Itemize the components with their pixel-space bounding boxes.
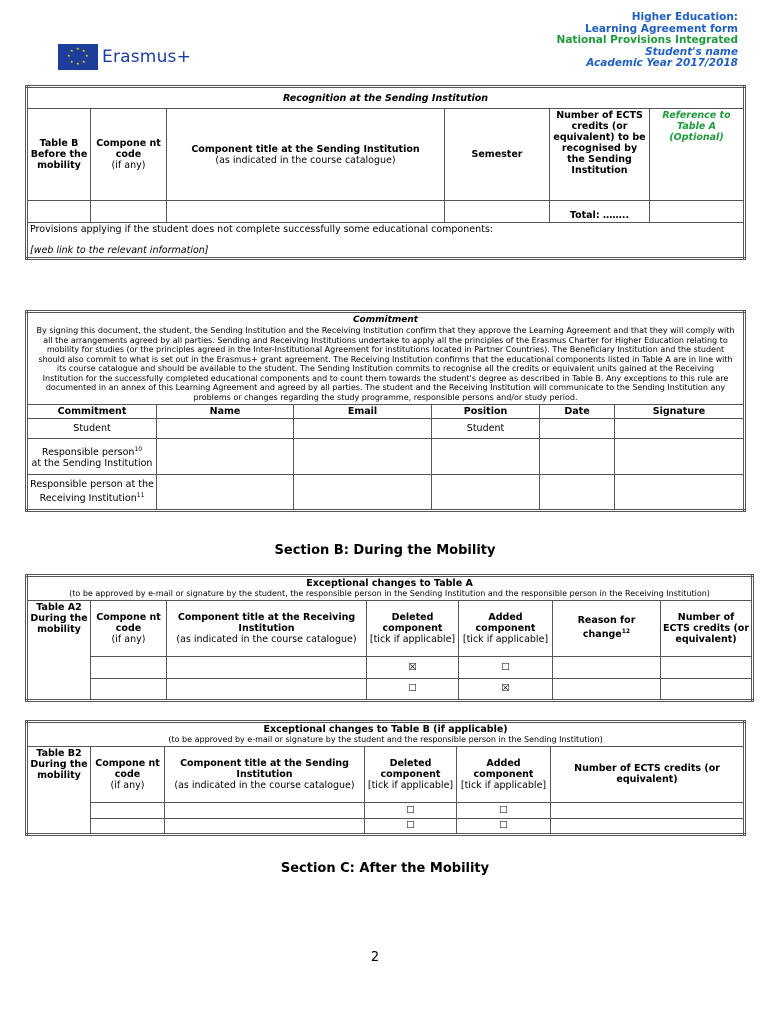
section-b-heading: Section B: During the Mobility (274, 543, 496, 558)
col-deleted: Deleted component [tick if applicable] (367, 600, 459, 656)
commitment-title: Commitment (352, 315, 419, 325)
header-signature: Signature (615, 405, 745, 419)
input-cell[interactable] (661, 678, 753, 700)
table-b2-title: Exceptional changes to Table B (if applicable) (263, 724, 508, 735)
eu-flag-icon: ★ ★ ★ ★ ★ ★ ★ ★ (58, 44, 98, 70)
input-cell[interactable] (432, 439, 540, 475)
table-a2-subtitle: (to be approved by e-mail or signature by the student, the responsible person in the Sending Institution and the responsible person in the Receiving Institution) (69, 589, 710, 598)
input-cell[interactable] (157, 439, 294, 475)
col-ects: Number of ECTS credits (or equivalent) (551, 746, 745, 802)
col-added: Added component [tick if applicable] (459, 600, 553, 656)
checkbox-deleted[interactable]: ☐ (365, 818, 457, 834)
input-cell[interactable] (615, 419, 745, 439)
table-b-cell[interactable] (91, 201, 167, 223)
table-b-label: Table B Before the mobility (27, 109, 91, 201)
header-date: Date (540, 405, 615, 419)
table-b-cell[interactable] (445, 201, 550, 223)
input-cell[interactable] (294, 439, 432, 475)
page-number: 2 (370, 950, 380, 965)
col-added: Added component [tick if applicable] (457, 746, 551, 802)
checkbox-deleted[interactable]: ☐ (367, 678, 459, 700)
table-a2-changes (25, 574, 754, 702)
checkbox-deleted[interactable]: ☐ (365, 802, 457, 818)
commitment-table (25, 310, 746, 512)
input-cell[interactable] (661, 656, 753, 678)
header-line-5: Academic Year 2017/2018 (586, 57, 738, 69)
table-b2-label: Table B2 During the mobility (27, 746, 91, 834)
col-reference: Reference to Table A (Optional) (650, 109, 745, 201)
col-component-code: Compone nt code (if any) (91, 600, 167, 656)
table-b-title: Recognition at the Sending Institution (27, 87, 745, 109)
input-cell[interactable] (157, 419, 294, 439)
col-component-title: Component title at the Receiving Institution (as indicated in the course catalogue) (167, 600, 367, 656)
input-cell[interactable] (91, 802, 165, 818)
input-cell[interactable] (91, 656, 167, 678)
provisions-text: Provisions applying if the student does not complete successfully some educational components: (30, 224, 493, 235)
table-b2-header (27, 722, 745, 747)
input-cell[interactable] (551, 802, 745, 818)
input-cell[interactable] (540, 475, 615, 511)
row-receiving-label: Responsible person at the Receiving Institution$^{11}$ (27, 475, 157, 511)
input-cell[interactable] (167, 678, 367, 700)
checkbox-added[interactable]: ☐ (459, 656, 553, 678)
provisions-cell (27, 223, 745, 259)
total-ects: Total: …….. (550, 201, 650, 223)
table-b-recognition (25, 85, 746, 260)
col-component-code: Compone nt code (if any) (91, 746, 165, 802)
header-commitment: Commitment (27, 405, 157, 419)
checkbox-added[interactable]: ☐ (457, 818, 551, 834)
header-line-4: Student's name (645, 45, 738, 58)
input-cell[interactable] (91, 818, 165, 834)
header-line-3: National Provisions Integrated (556, 34, 738, 46)
header-email: Email (294, 405, 432, 419)
input-cell[interactable] (615, 475, 745, 511)
web-link[interactable]: [web link to the relevant information] (30, 245, 209, 256)
col-component-title: Component title at the Sending Institution (as indicated in the course catalogue) (167, 109, 445, 201)
input-cell[interactable] (165, 818, 365, 834)
input-cell[interactable] (551, 818, 745, 834)
input-cell[interactable] (553, 656, 661, 678)
checkbox-added[interactable]: ☒ (459, 678, 553, 700)
table-a2-title: Exceptional changes to Table A (306, 578, 473, 589)
col-ects: Number of ECTS credits (or equivalent) (661, 600, 753, 656)
input-cell[interactable] (540, 419, 615, 439)
header-position: Position (432, 405, 540, 419)
input-cell[interactable] (91, 678, 167, 700)
row-sending-label: Responsible person$^{10}$ at the Sending Institution (27, 439, 157, 475)
row-student-position: Student (432, 419, 540, 439)
table-b2-subtitle: (to be approved by e-mail or signature by the student and the responsible person in the Sending Institution) (168, 735, 603, 744)
col-deleted: Deleted component [tick if applicable] (365, 746, 457, 802)
col-reason: Reason for change$^{12}$ (553, 600, 661, 656)
header-line-1: Higher Education: (631, 11, 738, 23)
table-b-cell[interactable] (27, 201, 91, 223)
commitment-text: By signing this document, the student, the Sending Institution and the Receiving Institution confirm that they approve the Learning Agreement and that they will comply with all the arrangements agreed by all parties. Sending and Receiving Institutions undertake to apply all the principles of the Erasmus Charter for Higher Education relating to mobility for studies (or the principles agreed in the Inter-Institutional Agreement for institutions located in Partner Countries). The Beneficiary Institution and the student should also commit to what is set out in the Erasmus+ grant agreement. The Receiving Institution confirms that the educational components listed in Table A are in line with its course catalogue and should be available to the student. The Sending Institution commits to recognise all the credits or equivalent units gained at the Receiving Institution for the successfully completed educational components and to count them towards the student's degree as described in Table B. Any exceptions to this rule are documented in an annex of this Learning Agreement and agreed by all parties. The student and the Receiving Institution will communicate to the Sending Institution any problems or changes regarding the study programme, responsible persons and/or study period. (36, 326, 735, 402)
input-cell[interactable] (615, 439, 745, 475)
header-name: Name (157, 405, 294, 419)
table-b2-changes (25, 720, 746, 836)
table-a2-header (27, 576, 753, 601)
section-c-heading: Section C: After the Mobility (280, 861, 490, 876)
input-cell[interactable] (167, 656, 367, 678)
col-component-code: Compone nt code (if any) (91, 109, 167, 201)
document-header (557, 12, 738, 70)
input-cell[interactable] (294, 475, 432, 511)
col-semester: Semester (445, 109, 550, 201)
row-student-label: Student (27, 419, 157, 439)
input-cell[interactable] (432, 475, 540, 511)
col-component-title: Component title at the Sending Institution (as indicated in the course catalogue) (165, 746, 365, 802)
checkbox-added[interactable]: ☐ (457, 802, 551, 818)
erasmus-logo (58, 44, 191, 70)
input-cell[interactable] (540, 439, 615, 475)
checkbox-deleted[interactable]: ☒ (367, 656, 459, 678)
table-b-cell[interactable] (650, 201, 745, 223)
input-cell[interactable] (553, 678, 661, 700)
commitment-text-cell (27, 312, 745, 405)
col-ects: Number of ECTS credits (or equivalent) to be recognised by the Sending Institution (550, 109, 650, 201)
input-cell[interactable] (165, 802, 365, 818)
logo-text: Erasmus+ (102, 47, 192, 67)
table-a2-label: Table A2 During the mobility (27, 600, 91, 700)
table-b-cell[interactable] (167, 201, 445, 223)
input-cell[interactable] (294, 419, 432, 439)
input-cell[interactable] (157, 475, 294, 511)
header-line-2: Learning Agreement form (585, 22, 738, 35)
